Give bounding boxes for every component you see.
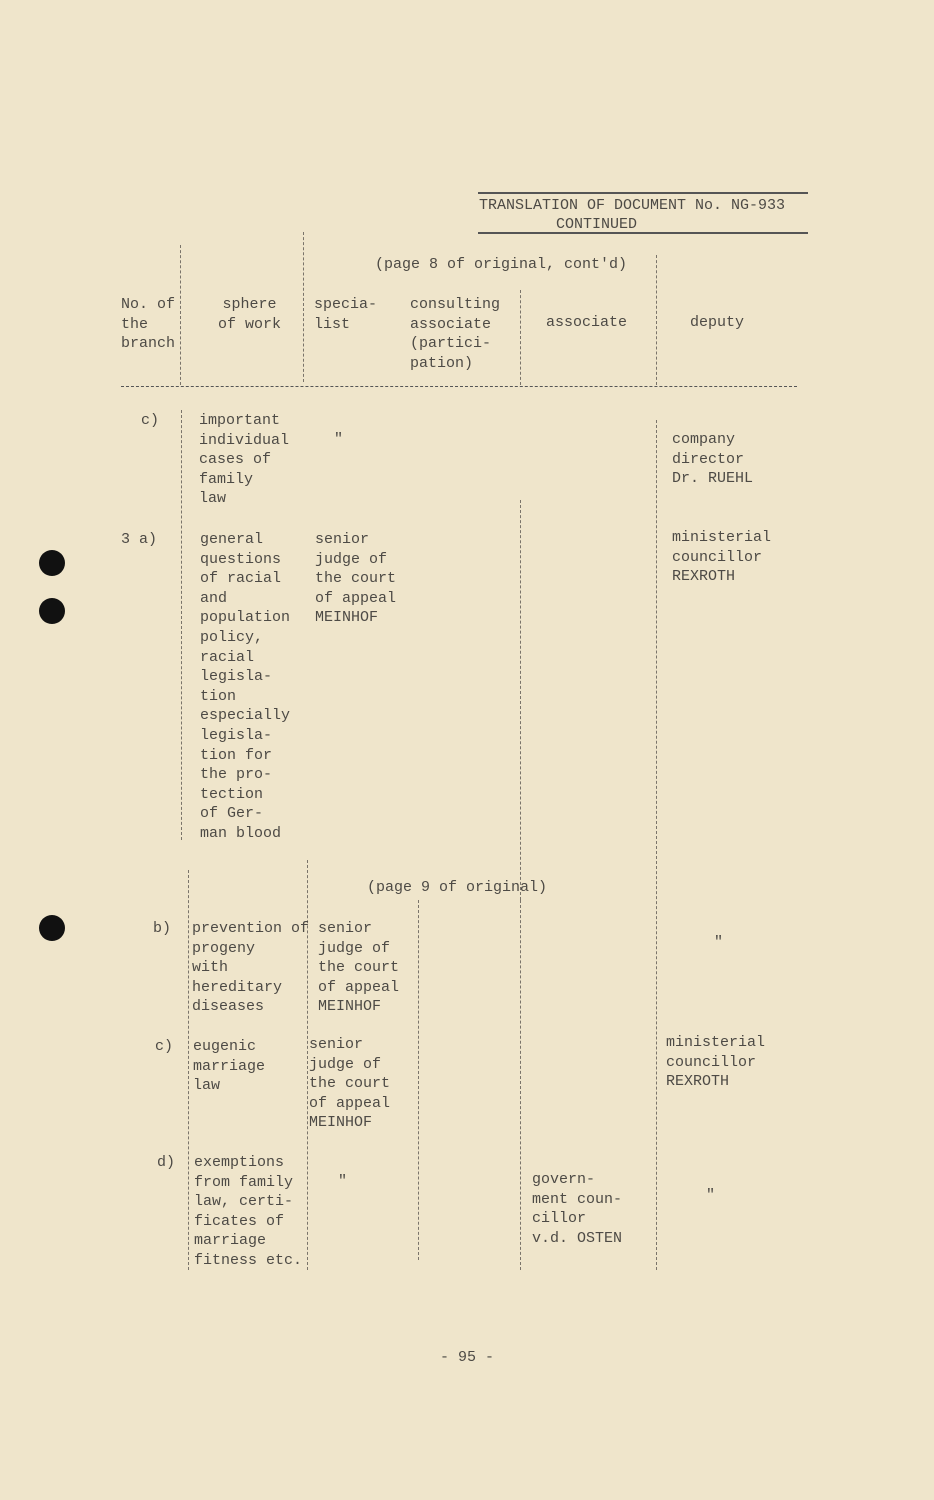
row-deputy: " — [714, 934, 724, 951]
column-header-sphere: sphere of work — [218, 296, 282, 333]
row-specialist: senior judge of the court of appeal MEINHOF — [318, 920, 400, 1016]
column-header-consulting: consulting associate (partici- pation) — [410, 296, 501, 372]
column-header-no: No. of the branch — [121, 296, 176, 353]
column-divider — [520, 500, 521, 900]
row-specialist: " — [334, 431, 344, 448]
document-title: TRANSLATION OF DOCUMENT No. NG-933 — [479, 197, 786, 214]
row-specialist: " — [338, 1173, 348, 1190]
row-sphere: eugenic marriage law — [193, 1038, 266, 1095]
column-divider — [180, 245, 181, 385]
page-number: - 95 - — [440, 1349, 495, 1366]
punch-hole — [39, 915, 65, 941]
page-note: (page 9 of original) — [367, 879, 548, 896]
column-divider — [520, 900, 521, 1270]
column-divider — [181, 410, 182, 840]
column-divider — [656, 420, 657, 1270]
column-header-associate: associate — [546, 314, 628, 331]
document-subtitle: CONTINUED — [556, 216, 638, 233]
column-divider — [520, 290, 521, 385]
table-header-rule — [121, 386, 797, 387]
column-divider — [303, 232, 304, 382]
row-specialist: senior judge of the court of appeal MEINHOF — [315, 531, 397, 627]
row-sphere: prevention of progeny with hereditary diseases — [192, 920, 310, 1016]
row-sphere: general questions of racial and population policy, racial legisla- tion especially legisla- tion for the pro- tection of Ger- man blood — [200, 531, 291, 842]
punch-hole — [39, 550, 65, 576]
row-number: b) — [153, 920, 172, 937]
row-number: c) — [155, 1038, 174, 1055]
row-sphere: important individual cases of family law — [199, 412, 290, 508]
header-rule-bottom — [478, 232, 808, 234]
column-divider — [188, 870, 189, 1270]
row-deputy: company director Dr. RUEHL — [672, 431, 754, 488]
column-divider — [656, 255, 657, 385]
header-rule-top — [478, 192, 808, 194]
row-deputy: ministerial councillor REXROTH — [666, 1034, 766, 1091]
row-number: 3 a) — [121, 531, 158, 548]
column-header-specialist: specia- list — [314, 296, 378, 333]
row-deputy: ministerial councillor REXROTH — [672, 529, 772, 586]
column-divider — [418, 900, 419, 1260]
punch-hole — [39, 598, 65, 624]
row-sphere: exemptions from family law, certi- ficates of marriage fitness etc. — [194, 1154, 303, 1269]
row-associate: govern- ment coun- cillor v.d. OSTEN — [532, 1171, 623, 1247]
row-number: d) — [157, 1154, 176, 1171]
row-deputy: " — [706, 1187, 716, 1204]
page-note: (page 8 of original, cont'd) — [375, 256, 628, 273]
row-specialist: senior judge of the court of appeal MEINHOF — [309, 1036, 391, 1132]
row-number: c) — [141, 412, 160, 429]
column-header-deputy: deputy — [690, 314, 745, 331]
